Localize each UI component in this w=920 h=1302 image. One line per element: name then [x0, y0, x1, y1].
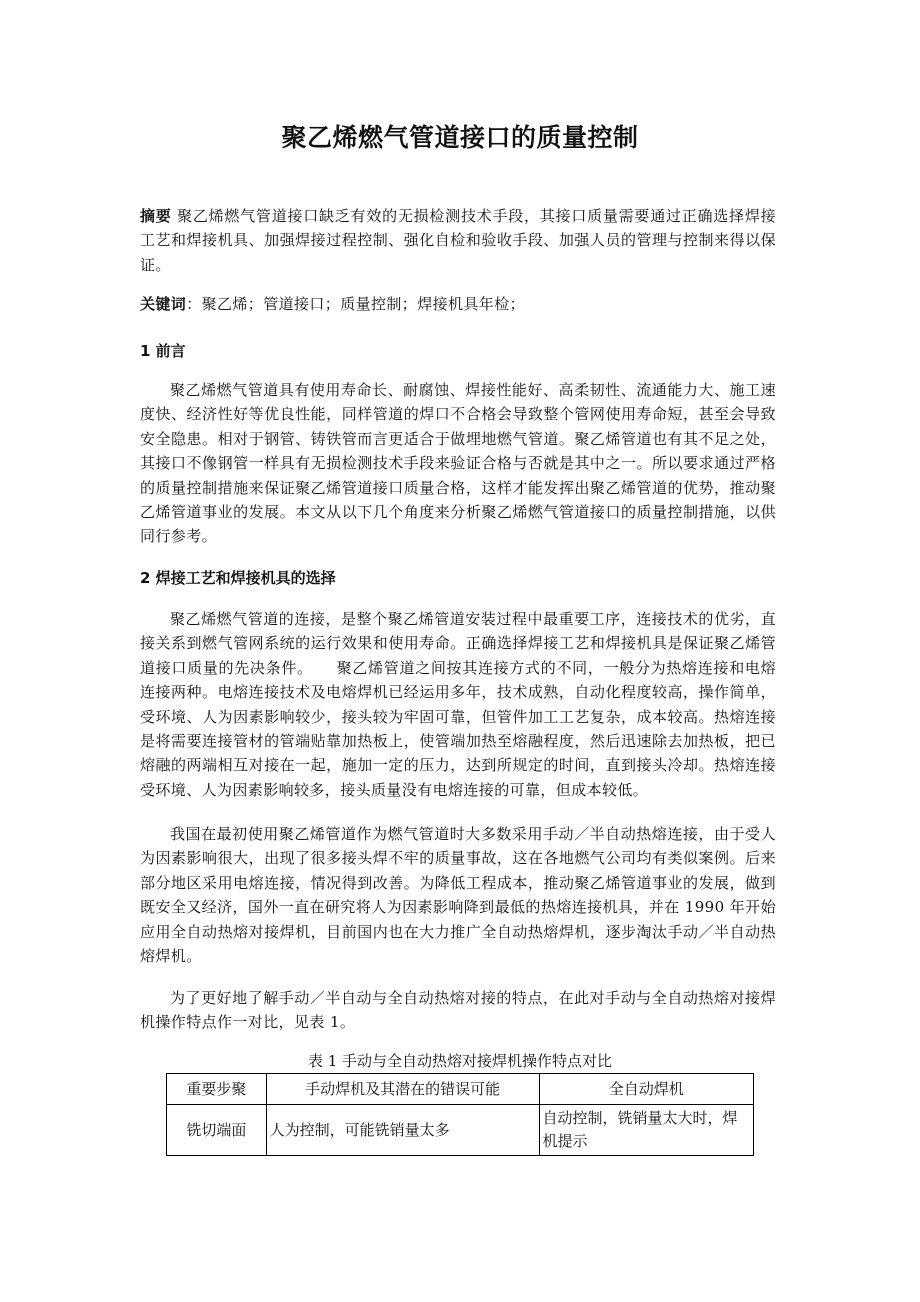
document-title: 聚乙烯燃气管道接口的质量控制: [281, 123, 639, 152]
table-cell: 人为控制，可能铣销量太多: [266, 1105, 539, 1156]
section-1-paragraph: 聚乙烯燃气管道具有使用寿命长、耐腐蚀、焊接性能好、高柔韧性、流通能力大、施工速度快、经济性好等优良性能，同样管道的焊口不合格会导致整个管网使用寿命短，甚至会导致安全隐患。相对于钢管、铸铁管而言更适合于做埋地燃气管道。聚乙烯管道也有其不足之处，其接口不像钢管一样具有无损检测技术手段来验证合格与否就是其中之一。所以要求通过严格的质量控制措施来保证聚乙烯管道接口质量合格，这样才能发挥出聚乙烯管道的优势，推动聚乙烯管道事业的发展。本文从以下几个角度来分析聚乙烯燃气管道接口的质量控制措施，以供同行参考。: [140, 381, 776, 546]
section-2-paragraph-3: 为了更好地了解手动／半自动与全自动热熔对接的特点，在此对手动与全自动热熔对接焊机操作特点作一对比，见表 1。: [140, 989, 776, 1032]
keywords-label: 关键词: [140, 295, 187, 313]
table-caption: 表 1 手动与全自动热熔对接焊机操作特点对比: [307, 1052, 613, 1070]
section-1-heading: 1 前言: [140, 342, 186, 360]
table-header-cell: 重要步聚: [167, 1074, 267, 1105]
keywords: [140, 292, 776, 316]
comparison-table: [166, 1073, 754, 1156]
table-header-row: [167, 1074, 754, 1105]
table-cell: 自动控制，铣销量太大时，焊机提示: [539, 1105, 753, 1156]
abstract-label: 摘要: [140, 207, 172, 225]
section-2-paragraph-1: 聚乙烯燃气管道的连接，是整个聚乙烯管道安装过程中最重要工序，连接技术的优劣，直接关系到燃气管网系统的运行效果和使用寿命。正确选择焊接工艺和焊接机具是保证聚乙烯管道接口质量的先决条件。 聚乙烯管道之间按其连接方式的不同，一般分为热熔连接和电熔连接两种。电熔连接技术及电熔焊机已经运用多年，技术成熟，自动化程度较高，操作简单，受环境、人为因素影响较少，接头较为牢固可靠，但管件加工工艺复杂，成本较高。热熔连接是将需要连接管材的管端贴靠加热板上，使管端加热至熔融程度，然后迅速除去加热板，把已熔融的两端相互对接在一起，施加一定的压力，达到所规定的时间，直到接头冷却。热熔连接受环境、人为因素影响较多，接头质量没有电熔连接的可靠，但成本较低。: [140, 610, 776, 799]
table-header-cell: 全自动焊机: [539, 1074, 753, 1105]
section-2-paragraph-2: 我国在最初使用聚乙烯管道作为燃气管道时大多数采用手动／半自动热熔连接，由于受人为因素影响很大，出现了很多接头焊不牢的质量事故，这在各地燃气公司均有类似案例。后来部分地区采用电熔连接，情况得到改善。为降低工程成本，推动聚乙烯管道事业的发展，做到既安全又经济，国外一直在研究将人为因素影响降到最低的热熔连接机具，并在 1990 年开始应用全自动热熔对接焊机，目前国内也在大力推广全自动热熔焊机，逐步淘汰手动／半自动热熔焊机。: [140, 825, 776, 966]
table-row: [167, 1105, 754, 1156]
abstract-text: 聚乙烯燃气管道接口缺乏有效的无损检测技术手段，其接口质量需要通过正确选择焊接工艺和焊接机具、加强焊接过程控制、强化自检和验收手段、加强人员的管理与控制来得以保证。: [140, 207, 776, 274]
table-header-cell: 手动焊机及其潜在的错误可能: [266, 1074, 539, 1105]
abstract: [140, 204, 776, 277]
section-2-heading: 2 焊接工艺和焊接机具的选择: [140, 569, 336, 587]
table-cell: 铣切端面: [167, 1105, 267, 1156]
keywords-text: ：聚乙烯；管道接口；质量控制；焊接机具年检；: [186, 295, 526, 313]
